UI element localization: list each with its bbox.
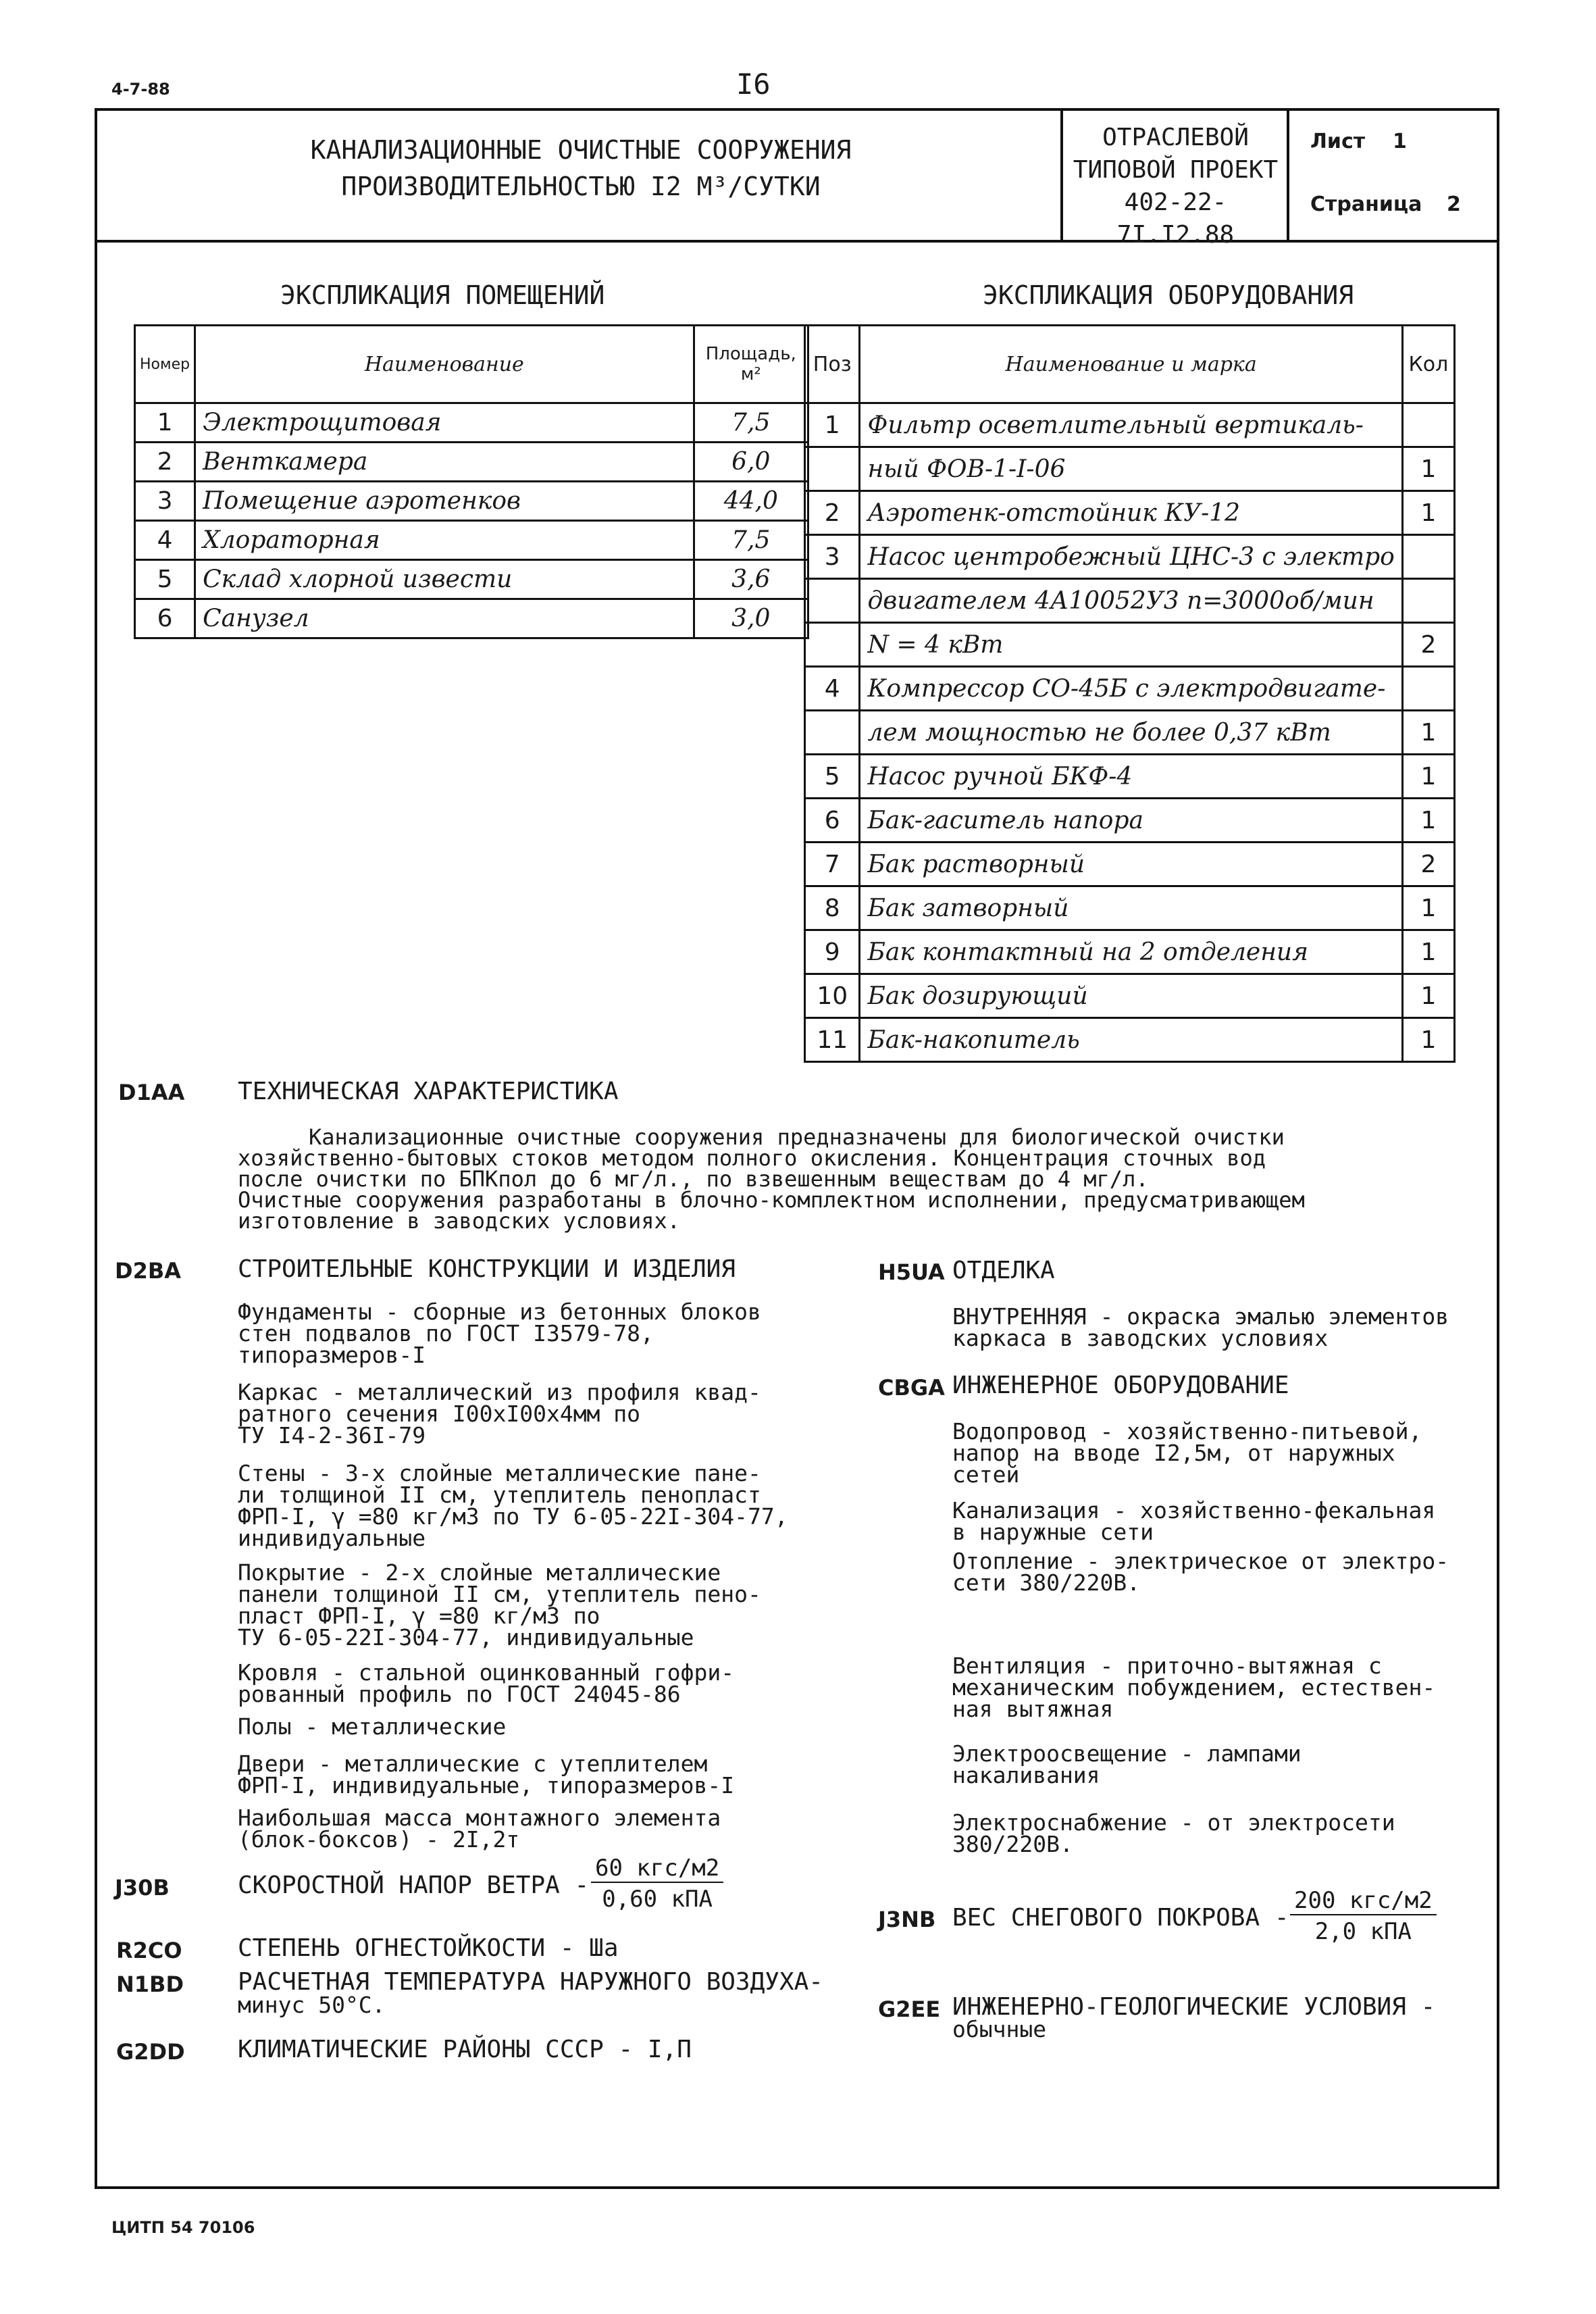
- wind-numerator: 60 кгс/м2: [591, 1855, 723, 1883]
- sheet-label: Лист: [1310, 130, 1366, 153]
- footer-stamp: ЦИТП 54 70106: [111, 2218, 255, 2237]
- equipment-qty-cell: 1: [1402, 930, 1454, 974]
- equipment-pos-cell: 5: [805, 755, 860, 799]
- equipment-qty-cell: 2: [1402, 623, 1454, 667]
- table-row: [805, 974, 1455, 1018]
- equipment-qty-cell: [1402, 535, 1454, 579]
- project-line-1: ОТРАСЛЕВОЙ: [1102, 124, 1249, 151]
- equipment-name-cell: Бак дозирующий: [860, 974, 1402, 1018]
- snow-denominator: 2,0 кПА: [1314, 1918, 1412, 1945]
- header-divider: [1060, 108, 1063, 241]
- table-row: [805, 447, 1455, 491]
- equipment-pos-cell: 3: [805, 535, 860, 579]
- tech-title: ТЕХНИЧЕСКАЯ ХАРАКТЕРИСТИКА: [238, 1078, 619, 1105]
- room-area-cell: 7,5: [694, 521, 808, 560]
- page-value: 2: [1447, 193, 1461, 216]
- constr-title: СТРОИТЕЛЬНЫЕ КОНСТРУКЦИИ И ИЗДЕЛИЯ: [238, 1255, 736, 1283]
- rooms-header-row: [135, 326, 808, 403]
- room-area-cell: 7,5: [694, 403, 808, 443]
- col-name: Наименование: [195, 326, 694, 403]
- constr-code: D2BA: [115, 1258, 181, 1284]
- constr-p4: Покрытие - 2-х слойные металлические панели толщиной II см, утеплитель пено- пласт ФРП-I, γ =80 кг/м3 по ТУ 6-05-22I-304-77, индивидуальные: [238, 1559, 761, 1651]
- equipment-qty-cell: 1: [1402, 711, 1454, 755]
- table-row: [805, 623, 1455, 667]
- equipment-pos-cell: [805, 447, 860, 491]
- equipment-name-cell: лем мощностью не более 0,37 кВт: [860, 711, 1402, 755]
- table-row: [135, 443, 808, 482]
- equipment-name-cell: Бак-накопитель: [860, 1018, 1402, 1062]
- temp-title: РАСЧЕТНАЯ ТЕМПЕРАТУРА НАРУЖНОГО ВОЗДУХА-: [238, 1968, 823, 1996]
- table-row: [805, 535, 1455, 579]
- snow-fraction: [1290, 1887, 1437, 1945]
- equipment-name-cell: Насос центробежный ЦНС-3 с электро: [860, 535, 1402, 579]
- equipment-qty-cell: 1: [1402, 799, 1454, 842]
- title-line-1: КАНАЛИЗАЦИОННЫЕ ОЧИСТНЫЕ СООРУЖЕНИЯ: [310, 135, 852, 165]
- equipment-pos-cell: [805, 623, 860, 667]
- equipment-pos-cell: 2: [805, 491, 860, 535]
- table-row: [135, 560, 808, 599]
- equipment-name-cell: Аэротенк-отстойник КУ-12: [860, 491, 1402, 535]
- equipment-pos-cell: 4: [805, 667, 860, 711]
- col-equipment-name: Наименование и марка: [860, 326, 1402, 403]
- col-qty: Кол: [1402, 326, 1454, 403]
- room-number-cell: 3: [135, 482, 195, 521]
- project-number: 402-22-7I.I2.88: [1116, 188, 1235, 249]
- col-number: Номер: [135, 326, 195, 403]
- wind-denominator: 0,60 кПА: [602, 1886, 713, 1913]
- fire-title: СТЕПЕНЬ ОГНЕСТОЙКОСТИ - Ша: [238, 1934, 619, 1962]
- equipment-name-cell: Фильтр осветлительный вертикаль-: [860, 403, 1402, 447]
- room-area-cell: 6,0: [694, 443, 808, 482]
- engineering-p4: Вентиляция - приточно-вытяжная с механическим побуждением, естествен- ная вытяжная: [952, 1653, 1436, 1722]
- constr-p7: Двери - металлические с утеплителем ФРП-I, индивидуальные, типоразмеров-I: [238, 1751, 735, 1799]
- equipment-header-row: [805, 326, 1455, 403]
- equipment-qty-cell: 2: [1402, 842, 1454, 886]
- equipment-pos-cell: [805, 579, 860, 623]
- equipment-qty-cell: 1: [1402, 491, 1454, 535]
- equipment-qty-cell: [1402, 403, 1454, 447]
- equipment-pos-cell: 8: [805, 886, 860, 930]
- table-row: [805, 799, 1455, 842]
- equipment-qty-cell: 1: [1402, 886, 1454, 930]
- room-number-cell: 1: [135, 403, 195, 443]
- equipment-name-cell: Бак-гаситель напора: [860, 799, 1402, 842]
- project-line-2: ТИПОВОЙ ПРОЕКТ: [1073, 156, 1279, 184]
- room-name-cell: Венткамера: [195, 443, 694, 482]
- header-divider-2: [1287, 108, 1289, 241]
- table-row: [805, 491, 1455, 535]
- table-row: [805, 755, 1455, 799]
- table-row: [805, 886, 1455, 930]
- col-area: Площадь, м²: [694, 326, 808, 403]
- room-area-cell: 3,6: [694, 560, 808, 599]
- table-row: [805, 930, 1455, 974]
- equipment-name-cell: Бак растворный: [860, 842, 1402, 886]
- room-number-cell: 2: [135, 443, 195, 482]
- equipment-qty-cell: 1: [1402, 447, 1454, 491]
- engineering-p6: Электроснабжение - от электросети 380/220В.: [952, 1809, 1395, 1857]
- table-row: [135, 599, 808, 638]
- table-row: [805, 579, 1455, 623]
- page-label: Страница: [1310, 193, 1422, 216]
- snow-numerator: 200 кгс/м2: [1290, 1887, 1437, 1915]
- rooms-table-title: ЭКСПЛИКАЦИЯ ПОМЕЩЕНИЙ: [280, 280, 605, 310]
- title-line-2: ПРОИЗВОДИТЕЛЬНОСТЬЮ I2 М³/СУТКИ: [341, 172, 821, 201]
- finish-text: ВНУТРЕННЯЯ - окраска эмалью элементов каркаса в заводских условиях: [952, 1303, 1449, 1351]
- room-area-cell: 44,0: [694, 482, 808, 521]
- engineering-code: CBGA: [878, 1375, 945, 1401]
- engineering-p2: Канализация - хозяйственно-фекальная в наружные сети: [952, 1497, 1436, 1545]
- engineering-title: ИНЖЕНЕРНОЕ ОБОРУДОВАНИЕ: [952, 1372, 1289, 1399]
- constr-p1: Фундаменты - сборные из бетонных блоков стен подвалов по ГОСТ I3579-78, типоразмеров-I: [238, 1299, 761, 1368]
- equipment-pos-cell: 6: [805, 799, 860, 842]
- table-row: [805, 1018, 1455, 1062]
- equipment-pos-cell: 11: [805, 1018, 860, 1062]
- equipment-name-cell: Бак контактный на 2 отделения: [860, 930, 1402, 974]
- engineering-p1: Водопровод - хозяйственно-питьевой, напор на вводе I2,5м, от наружных сетей: [952, 1418, 1422, 1488]
- temp-text: минус 50°С.: [238, 1992, 386, 2018]
- document-title: [101, 132, 1060, 205]
- equipment-pos-cell: 7: [805, 842, 860, 886]
- equipment-pos-cell: 9: [805, 930, 860, 974]
- engineering-p5: Электроосвещение - лампами накаливания: [952, 1740, 1302, 1788]
- equipment-qty-cell: [1402, 667, 1454, 711]
- tech-text: Канализационные очистные сооружения предназначены для биологической очистки хозяйственно-бытовых стоков методом полного окисления. Концентрация сточных вод после очистки по БПКпол до 6 мг/л., по взвешенным веществам до 4 мг/л. Очистные сооружения разработаны в блочно-комплектном исполнении, предусматривающем изготовление в заводских условиях.: [238, 1124, 1305, 1234]
- tech-code: D1AA: [118, 1080, 185, 1105]
- finish-title: ОТДЕЛКА: [952, 1257, 1055, 1284]
- equipment-qty-cell: [1402, 579, 1454, 623]
- equipment-name-cell: Насос ручной БКФ-4: [860, 755, 1402, 799]
- room-name-cell: Санузел: [195, 599, 694, 638]
- room-name-cell: Склад хлорной извести: [195, 560, 694, 599]
- equipment-table: [804, 324, 1456, 1063]
- geo-title: ИНЖЕНЕРНО-ГЕОЛОГИЧЕСКИЕ УСЛОВИЯ -: [952, 1993, 1436, 2021]
- room-number-cell: 6: [135, 599, 195, 638]
- fire-code: R2CO: [116, 1938, 182, 1963]
- room-number-cell: 4: [135, 521, 195, 560]
- constr-p2: Каркас - металлический из профиля квад- ратного сечения I00xI00x4мм по ТУ I4-2-36I-79: [238, 1379, 761, 1449]
- equipment-name-cell: N = 4 кВт: [860, 623, 1402, 667]
- table-row: [135, 521, 808, 560]
- climate-code: G2DD: [116, 2039, 185, 2065]
- room-name-cell: Электрощитовая: [195, 403, 694, 443]
- constr-p6: Полы - металлические: [238, 1713, 507, 1740]
- table-row: [135, 482, 808, 521]
- constr-p8: Наибольшая масса монтажного элемента (блок-боксов) - 2I,2т: [238, 1805, 721, 1853]
- snow-code: J3NB: [878, 1907, 936, 1932]
- climate-title: КЛИМАТИЧЕСКИЕ РАЙОНЫ СССР - I,П: [238, 2036, 692, 2063]
- table-row: [135, 403, 808, 443]
- equipment-qty-cell: 1: [1402, 755, 1454, 799]
- room-name-cell: Помещение аэротенков: [195, 482, 694, 521]
- document-code: 4-7-88: [111, 80, 170, 99]
- room-area-cell: 3,0: [694, 599, 808, 638]
- constr-p5: Кровля - стальной оцинкованный гофри- рованный профиль по ГОСТ 24045-86: [238, 1659, 735, 1707]
- constr-p3: Стены - 3-х слойные металлические пане- ли толщиной II см, утеплитель пенопласт ФРП-I, γ =80 кг/м3 по ТУ 6-05-22I-304-77, индивидуальные: [238, 1460, 788, 1551]
- equipment-table-title: ЭКСПЛИКАЦИЯ ОБОРУДОВАНИЯ: [983, 280, 1354, 310]
- room-name-cell: Хлораторная: [195, 521, 694, 560]
- equipment-qty-cell: 1: [1402, 1018, 1454, 1062]
- equipment-pos-cell: [805, 711, 860, 755]
- temp-code: N1BD: [116, 1971, 184, 1997]
- equipment-name-cell: Компрессор СО-45Б с электродвигате-: [860, 667, 1402, 711]
- equipment-pos-cell: 1: [805, 403, 860, 447]
- page-number: I6: [736, 68, 771, 101]
- equipment-name-cell: ный ФОВ-1-I-06: [860, 447, 1402, 491]
- room-number-cell: 5: [135, 560, 195, 599]
- project-block: [1066, 122, 1285, 251]
- equipment-name-cell: Бак затворный: [860, 886, 1402, 930]
- equipment-pos-cell: 10: [805, 974, 860, 1018]
- equipment-qty-cell: 1: [1402, 974, 1454, 1018]
- table-row: [805, 842, 1455, 886]
- finish-code: H5UA: [878, 1259, 945, 1285]
- rooms-table: [134, 324, 809, 639]
- snow-title: ВЕС СНЕГОВОГО ПОКРОВА -: [952, 1904, 1289, 1932]
- sheet-value: 1: [1393, 130, 1407, 153]
- table-row: [805, 667, 1455, 711]
- table-row: [805, 403, 1455, 447]
- equipment-name-cell: двигателем 4А10052У3 n=3000об/мин: [860, 579, 1402, 623]
- geo-code: G2EE: [878, 1996, 941, 2022]
- wind-title: СКОРОСТНОЙ НАПОР ВЕТРА -: [238, 1871, 590, 1899]
- col-pos: Поз: [805, 326, 860, 403]
- wind-fraction: [591, 1855, 723, 1913]
- engineering-p3: Отопление - электрическое от электро- сети 380/220В.: [952, 1548, 1449, 1596]
- wind-code: J30B: [115, 1875, 170, 1901]
- geo-text: обычные: [952, 2016, 1047, 2042]
- table-row: [805, 711, 1455, 755]
